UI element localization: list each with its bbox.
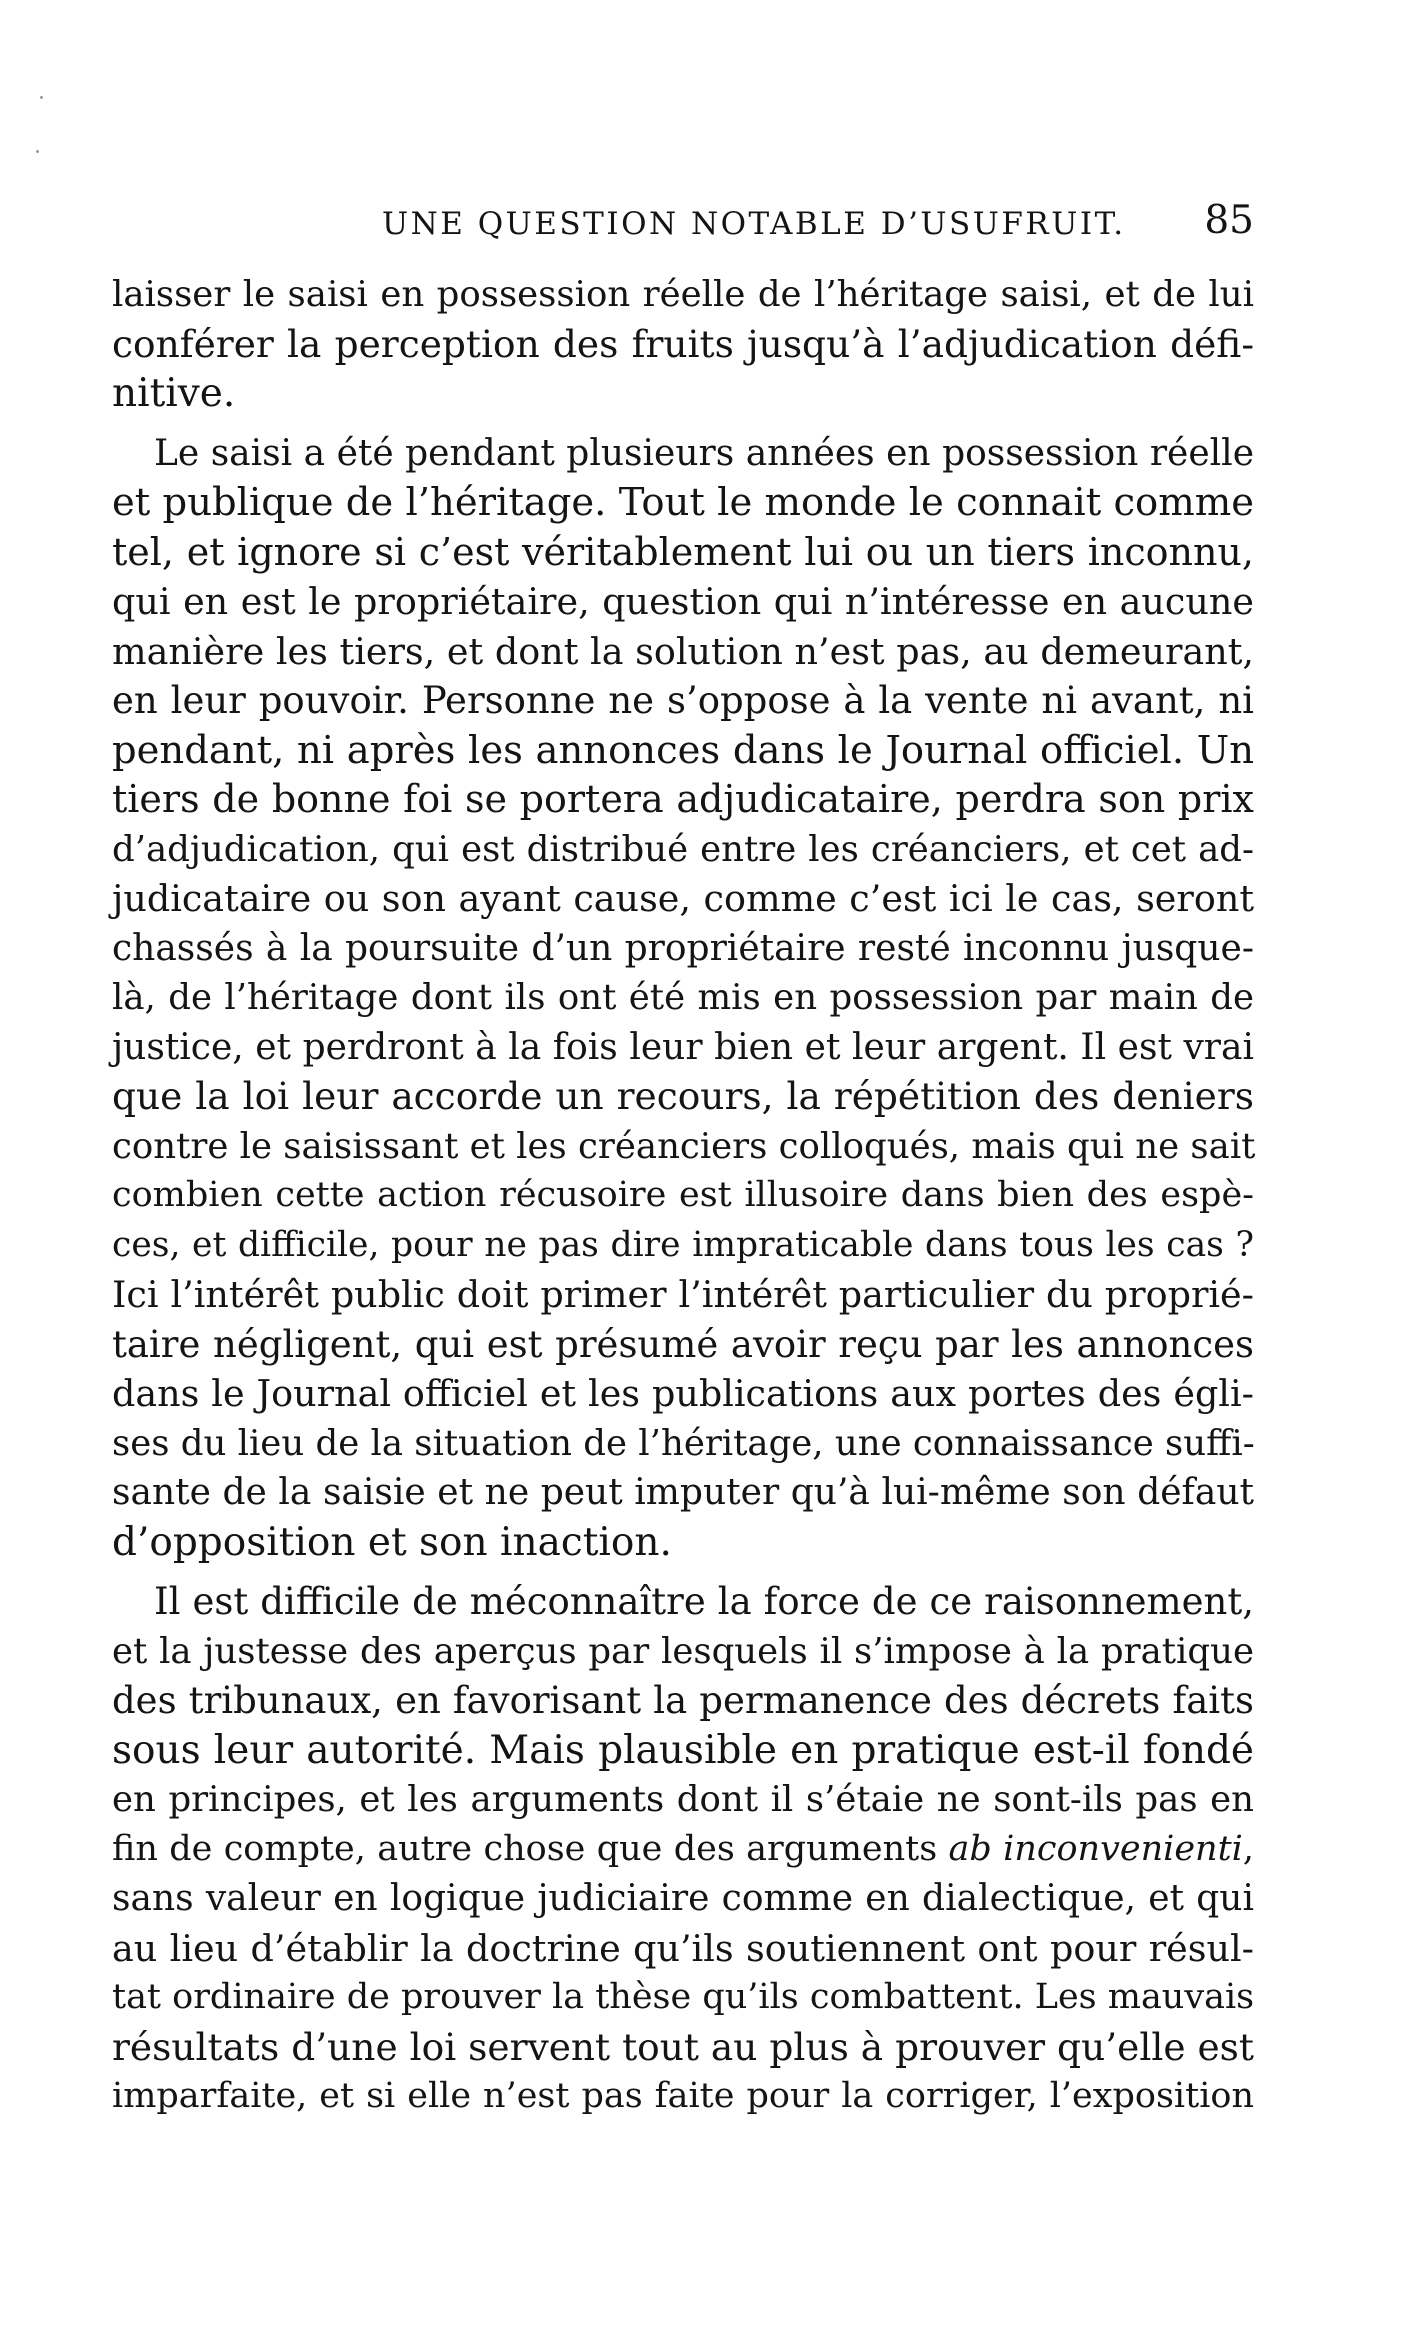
text-line: judicataire ou son ayant cause, comme c’est ici le cas, seront	[112, 877, 1254, 920]
text-line: Ici l’intérêt public doit primer l’intérêt particulier du proprié-	[112, 1273, 1254, 1316]
text-line: dans le Journal officiel et les publications aux portes des égli-	[112, 1372, 1254, 1415]
text-line: conférer la perception des fruits jusqu’à l’adjudication défi-	[112, 321, 1254, 366]
text-line: Le saisi a été pendant plusieurs années en possession réelle	[154, 432, 1254, 474]
text-line: d’opposition et son inaction.	[112, 1519, 672, 1565]
body-text	[112, 270, 1254, 2132]
text-line: sante de la saisie et ne peut imputer qu’à lui-même son défaut	[112, 1472, 1254, 1513]
paragraph-3	[112, 1577, 1254, 2122]
text-line: d’adjudication, qui est distribué entre les créanciers, et cet ad-	[112, 828, 1254, 870]
text-line: laisser le saisi en possession réelle de l’héritage saisi, et de lui	[112, 274, 1254, 315]
text-line: des tribunaux, en favorisant la permanence des décrets faits	[112, 1679, 1254, 1722]
text-line: que la loi leur accorde un recours, la répétition des deniers	[112, 1074, 1254, 1118]
text-line: tiers de bonne foi se portera adjudicataire, perdra son prix	[112, 777, 1254, 821]
scan-speck	[40, 96, 43, 99]
text-segment: fin de compte, autre chose que des arguments	[112, 1828, 949, 1869]
text-line: et publique de l’héritage. Tout le monde le connait comme	[112, 480, 1254, 525]
text-line: là, de l’héritage dont ils ont été mis en possession par main de	[112, 977, 1254, 1018]
text-line: en leur pouvoir. Personne ne s’oppose à la vente ni avant, ni	[112, 679, 1254, 722]
text-segment: ,	[1242, 1828, 1254, 1869]
running-header	[112, 196, 1254, 252]
text-line: nitive.	[112, 371, 236, 416]
text-line: tat ordinaire de prouver la thèse qu’ils combattent. Les mauvais	[112, 1977, 1255, 2017]
paragraph-1	[112, 270, 1254, 419]
text-line: et la justesse des aperçus par lesquels il s’impose à la pratique	[112, 1630, 1254, 1672]
text-line: Il est difficile de méconnaître la force de ce raisonnement,	[154, 1580, 1254, 1623]
text-line: combien cette action récusoire est illusoire dans bien des espè-	[112, 1175, 1254, 1215]
text-line: contre le saisissant et les créanciers colloqués, mais qui ne sait	[112, 1125, 1256, 1167]
text-line: tel, et ignore si c’est véritablement lui ou un tiers inconnu,	[112, 529, 1254, 574]
text-line: qui en est le propriétaire, question qui n’intéresse en aucune	[112, 580, 1254, 623]
page-number: 85	[1204, 198, 1254, 243]
text-line: résultats d’une loi servent tout au plus à prouver qu’elle est	[112, 2024, 1254, 2069]
text-line: taire négligent, qui est présumé avoir reçu par les annonces	[112, 1322, 1254, 1366]
text-line: ces, et difficile, pour ne pas dire impraticable dans tous les cas ?	[112, 1224, 1254, 1265]
running-title: UNE QUESTION NOTABLE D’USUFRUIT.	[382, 206, 1126, 242]
text-line: imparfaite, et si elle n’est pas faite pour la corriger, l’exposition	[112, 2076, 1254, 2116]
text-line: sous leur autorité. Mais plausible en pratique est-il fondé	[112, 1727, 1254, 1773]
text-line: pendant, ni après les annonces dans le Journal officiel. Un	[112, 727, 1254, 773]
text-line: au lieu d’établir la doctrine qu’ils soutiennent ont pour résul-	[112, 1926, 1254, 1970]
text-line: manière les tiers, et dont la solution n’est pas, au demeurant,	[112, 629, 1254, 673]
text-line-with-italic	[112, 1825, 1254, 1875]
scan-speck	[36, 150, 39, 153]
italic-phrase: ab inconvenienti	[948, 1828, 1243, 1869]
text-line: justice, et perdront à la fois leur bien et leur argent. Il est vrai	[112, 1026, 1254, 1068]
paragraph-2	[112, 429, 1254, 1568]
text-line: ses du lieu de la situation de l’héritage, une connaissance suffi-	[112, 1422, 1255, 1464]
text-line: sans valeur en logique judiciaire comme en dialectique, et qui	[112, 1878, 1254, 1919]
text-line: chassés à la poursuite d’un propriétaire resté inconnu jusque-	[112, 927, 1254, 969]
text-line: en principes, et les arguments dont il s’étaie ne sont-ils pas en	[112, 1779, 1254, 1820]
